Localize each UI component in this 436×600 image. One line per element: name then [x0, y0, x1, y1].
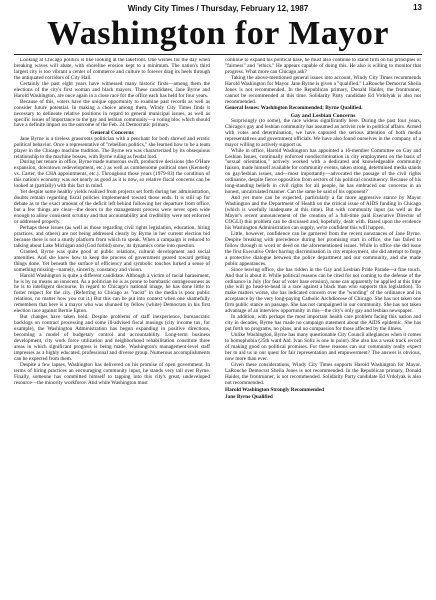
- verdict-line: General Issues: Washington Recommended; Byrne Qualified.: [225, 104, 363, 111]
- article-paragraph: Taking the above-mentioned general issues into account, Windy City Times recommends Harold Washington for Mayor. Jane Byrne is given a "qualified." LaRouche Democrat Sheila Jones is not recommended. In the Republican primary, Donald Haider, the frontrunner, cannot be recommended at this time. Solidarity Party candidate Ed Vrdolyak is also not recommended.: [225, 74, 421, 105]
- page-title: Washington for Mayor: [47, 15, 389, 52]
- article-paragraph: Despite a few lapses, Washington has delivered on his promise of open government. In terms of hiring practices an encouraging community input, he stands very tall over Byrne. Finally, someone has committed himself to tapping into this city's great, undeveloped resource—the minority workforce. And while Washington must: [14, 361, 210, 386]
- article-paragraph: Unlike Washington, Byrne has many questionable City Council allegiances when it comes to homophobia (25th ward Ald. Ivan Soliz is one in point). She also has a weak track record of making good on political promises. For these reasons can our community really expect her to aid us in our quest for fair representation and empowerment? The answer is obvious, now more than ever.: [225, 332, 421, 362]
- article-paragraph: But changes have taken hold. Despite problems of staff inexperience, bureaucratic backlogs on contract processing and some ill-advised fiscal musings (city income tax, for example), the Washington Administration has begun expanding in positive directions, becoming a model of budgetary control and accountability. Long-term business development, city work force utilization and neighborhood rehabilitation constitute three areas in which significant progress is being made. Washington's management-level staff impresses as a highly educated, professional and diverse group. Numerous accomplishments can be expected from them.: [14, 314, 210, 362]
- article-paragraph: While in office, Harold Washington has appointed a 16-member Committee on Gay and Lesbian Issues, continually enforced nondiscrimination in city employment on the basis of "sexual orientation," actively worked with a dedicated and knowledgeable community liaison, made himself available for community events, taken strong, determined media stands on gay/lesbian issues, and—most importantly—advocated the passage of the civil rights ordinance, despite fierce opposition from sectors of his political constituency. Because of his long-standing beliefs in civil rights for all people, he has embraced our concerns in an honest, uncalculated manner. Can the same be said of his opponent?: [225, 147, 421, 196]
- article-paragraph: Granted, Byrne was quite good at public relations, cultural development and social amenities. And she knew how to keep the process of government geared toward getting things done. Yet beneath the surface of efficiency and symbolic touches lurked a sense of something missing—namely, sincerity, constancy and vision.: [14, 248, 210, 273]
- article-paragraph: Surprisingly (to some), the race widens significantly here. During the past four years, Chicago's gay and lesbian community has assumed an activist role in political affairs. Armed with votes and determination, we have captured the serious attention of both media representatives and government officials. We have also found ourselves in the company of a mayor willing to actively support us.: [225, 117, 421, 148]
- page-number: 13: [413, 3, 422, 12]
- article-paragraph: Jane Byrne is a tireless grassroots politician with a penchant for both shrewd and erratic political behavior. Once a representative of "rebellion politics," she learned how to be a team player in the Chicago machine tradition. The Byrne era was characterized by its obsequious relationship to the machine bosses, with Byrne ruling as feudal lord.: [14, 135, 210, 160]
- article-paragraph: And yet more can be expected, particularly a far more aggressive stance by Mayor Washington and the Department of Health on the critical issue of AIDS funding in Chicago (which is woefully inadequate at this time). But with community input (as well as the Mayor's recent announcement of the creation of a full-time paid Executive Director of COGLI) this problem can be discussed and, hopefully, dealt with. Based upon the evidence his Washington Administration can supply, we're confident this will happen.: [225, 195, 421, 231]
- section-heading: General Concerns: [90, 130, 134, 137]
- article-paragraph: Yet despite some healthy yields realized from projects set forth during her administration, doubts remain regarding fiscal policies implemented toward those ends. It is still up for debate as to the exact amount of the deficit left behind following her departure from office, but a few things are clear—the doors to the management process were never open wide enough to allow consistent scrutiny and that accountability and credibility were not enforced or addressed properly.: [14, 189, 210, 225]
- article-paragraph: Given these considerations, Windy City Times supports Harold Washington for Mayor. LaRouche Democrat Sheila Jones is not recommended. In the Republican primary, Donald Haider, the frontrunner, is not recommended. Solidarity Party candidate Ed Vrdolyak is also not recommended.: [225, 361, 421, 386]
- article-paragraph: In addition, with perhaps the most important health care problem facing this nation and city in decades, Byrne has made no campaign statement about the AIDS epidemic. She has put forth no programs, no plans, and no compassion for those affected by the illness.: [225, 314, 421, 333]
- article-column-left: [14, 58, 210, 594]
- article-paragraph: Harold Washington is quite a different candidate. Although a victim of racial harassment, he is by no means an innocent. As a politician he is as prone to bombastic outrageousness as he is to intelligent discourse. In regard to Chicago's national image, he has done little to foster respect for the city. (Referring to Chicago as "racist" in the media is poor public relations, no matter how you cut it.) But this can be put into context when one shamefully remembers that here is a mayor who was shunned by fellow (white) Democrats in his first election race against Bernie Epton.: [14, 272, 210, 315]
- article-column-right: [225, 58, 421, 594]
- article-paragraph: continue to expand his political base, he must also continue to stand firm on his principles of "fairness" and "ethics." He appears capable of doing this. He also is willing to monitor that progress. What more can Chicago ask?: [225, 58, 421, 75]
- article-paragraph: Looking at Chicago politics is like looking at the lakefront. One wishes for the day when breaking waves will abate, with shoreline erosion kept to a minimum. The nation's third largest city is too vibrant a center of commerce and culture to forever drag its heels through the antiquated corridors of City Hall.: [14, 58, 210, 81]
- masthead-text: Windy City Times / Thursday, February 12, 1987: [127, 4, 309, 13]
- article-paragraph: During her tenure in office, Byrne made numerous swift, productive decisions (the O'Hare expansion, downtown redevelopment, etc.) as well as cumbersome political ones (Kennedy vs. Carter, the CHA appointments, etc.). Throughout those years (1979-83) the condition of this nation's economy was not nearly as good as it is now, so relative fiscal concerns can be looked at (partially) with this fact in mind.: [14, 159, 210, 190]
- endorsement-line: Harold Washington Strongly Recommended: [225, 386, 325, 393]
- article-paragraph: Little, however, confidence can be garnered from the recent nonstances of Jane Byrne. Despite breaking with precedence during her promising start in office, she has failed to follow through in word or deed on the aforementioned issues. While in office she did issue the first Executive Order barring discrimination in city employment, she did attempt to forge a protective dialogue between the police department and our community, and she made public appearances.: [225, 230, 421, 267]
- article-paragraph: Since leaving office, she has ridden in the Gay and Lesbian Pride Parade—a fine touch. And that is about it. While political reasons can be cited for not coming to the defense of the ordinance in July (for fear of voter base erosion), none can apparently be applied at this time (she will go head-to-head in a race against a black man who supports this legislation). To make matters worse, she has indicated concern over the "wording" of the ordinance and its acceptance by the very long-paying Catholic Archdiocese of Chicago. She has not taken one firm public stance on passage. She has not campaigned in our community. She has not taken advantage of an interview opportunity in this—the city's only gay and lesbian newspaper.: [225, 266, 421, 315]
- masthead-bar: [14, 3, 422, 14]
- endorsement-line: Jane Byrne Qualified: [225, 393, 273, 400]
- title-divider: [14, 54, 422, 55]
- article-paragraph: Certainly the past eight years have witnessed many historic firsts—among them the elections of the city's first woman and black mayors. These candidates, Jane Byrne and Harold Washington, are once again in a close race for the office each has held for four years.: [14, 80, 210, 99]
- article-paragraph: Because of this, voters have the unique opportunity to examine past records as well as consider future potential. In making a choice among them, Windy City Times finds it necessary to delineate relative positions in regard to general municipal issues, as well as specific issues of importance to the gay and lesbian community—a voting bloc which should have a definite impact on the outcome of the Feb. 24 Democratic primary.: [14, 98, 210, 129]
- section-heading: Gay and Lesbian Concerns: [290, 112, 356, 119]
- article-paragraph: Perhaps these issues (as well as those regarding civil rights legislation, education, hiring practices, and others) are not being addressed clearly by Byrne in her current election bid because there is not a sturdy platform from which to speak. When a campaign is reduced to talking about Lake Michigan and (God forbid) snow, its dynamics come into question.: [14, 224, 210, 249]
